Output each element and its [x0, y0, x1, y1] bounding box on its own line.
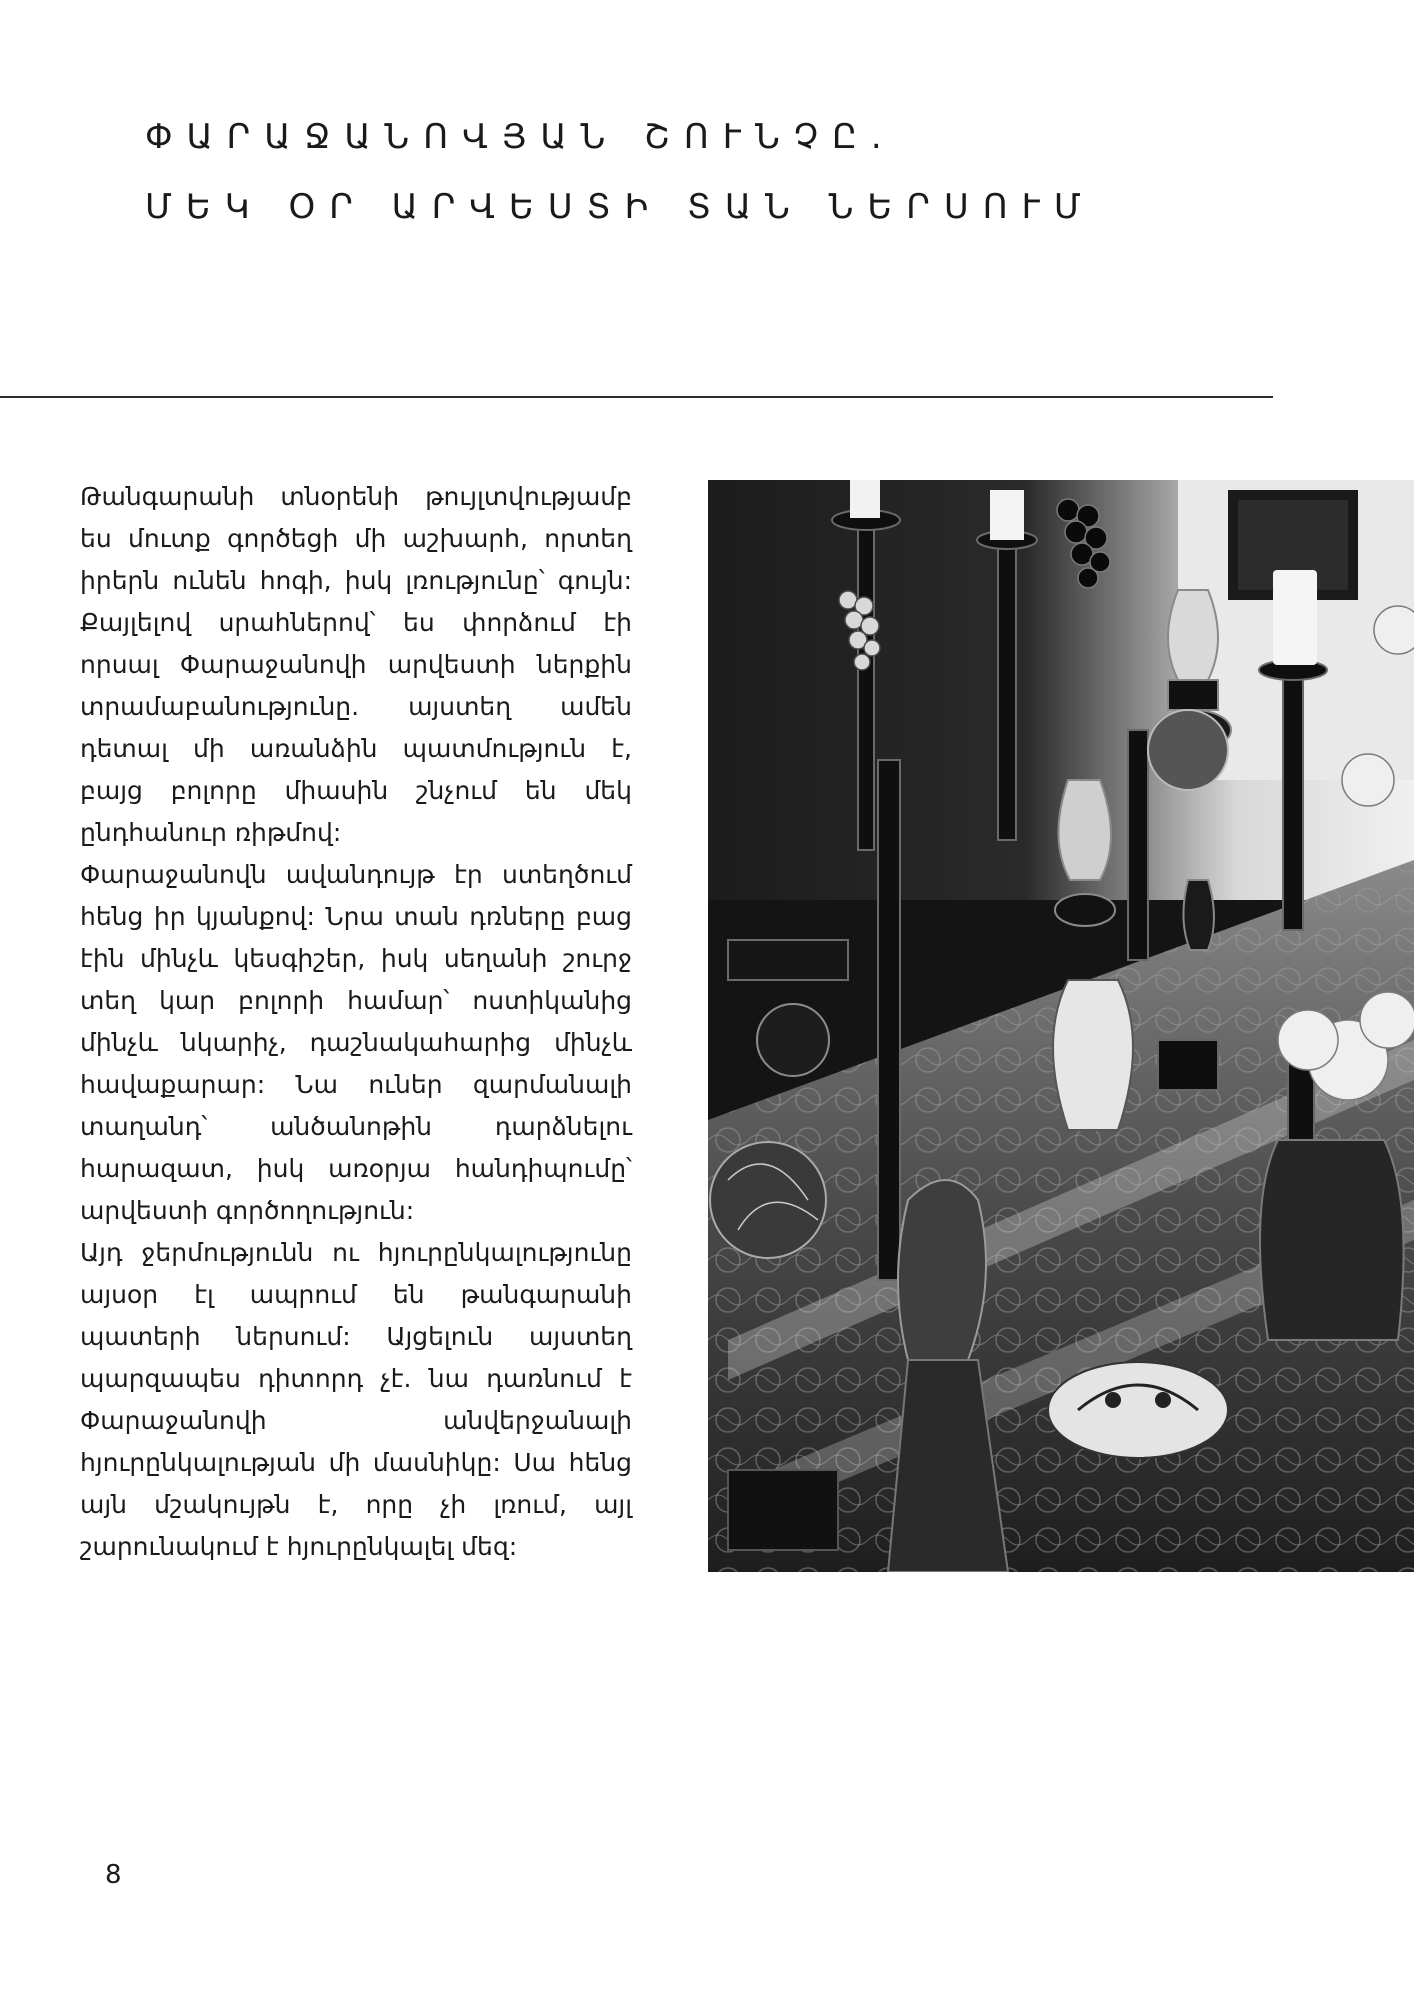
article-title [145, 117, 1245, 227]
page-number: 8 [105, 1860, 122, 1890]
photo-illustration [708, 480, 1414, 1572]
article-body [80, 476, 632, 1568]
title-line-1: ՓԱՐԱՋԱՆՈՎՅԱՆ ՇՈՒՆՉԸ. [145, 117, 896, 157]
museum-interior-photo [708, 480, 1414, 1572]
paragraph-3: Այդ ջերմությունն ու հյուրընկալությունը այսօր էլ ապրում են թանգարանի պատերի ներսում: Այցելուն այստեղ պարզապես դիտորդ չէ. նա դառնում է Փարաջանովի անվերջանալի հյուրընկալության մի մասնիկը: Սա հենց այն մշակույթն է, որը չի լռում, այլ շարունակում է հյուրընկալել մեզ: [80, 1238, 632, 1561]
paragraph-2: Փարաջանովն ավանդույթ էր ստեղծում հենց իր կյանքով: Նրա տան դռները բաց էին մինչև կեսգիշեր, իսկ սեղանի շուրջ տեղ կար բոլորի համար՝ ոստիկանից մինչև նկարիչ, դաշնակահարից մինչև հավաքարար: Նա ուներ զարմանալի տաղանդ՝ անծանոթին դարձնելու հարազատ, իսկ առօրյա հանդիպումը՝ արվեստի գործողություն: [80, 860, 632, 1225]
paragraph-1: Թանգարանի տնօրենի թույլտվությամբ ես մուտք գործեցի մի աշխարհ, որտեղ իրերն ունեն հոգի, իսկ լռությունը՝ գույն: Քայլելով սրահներով՝ ես փորձում էի որսալ Փարաջանովի արվեստի ներքին տրամաբանությունը. այստեղ ամեն դետալ մի առանձին պատմություն է, բայց բոլորը միասին շնչում են մեկ ընդհանուր ռիթմով: [80, 482, 632, 847]
title-line-2: ՄԵԿ ՕՐ ԱՐՎԵՍՏԻ ՏԱՆ ՆԵՐՍՈՒՄ [145, 187, 1095, 227]
horizontal-divider [0, 396, 1273, 398]
